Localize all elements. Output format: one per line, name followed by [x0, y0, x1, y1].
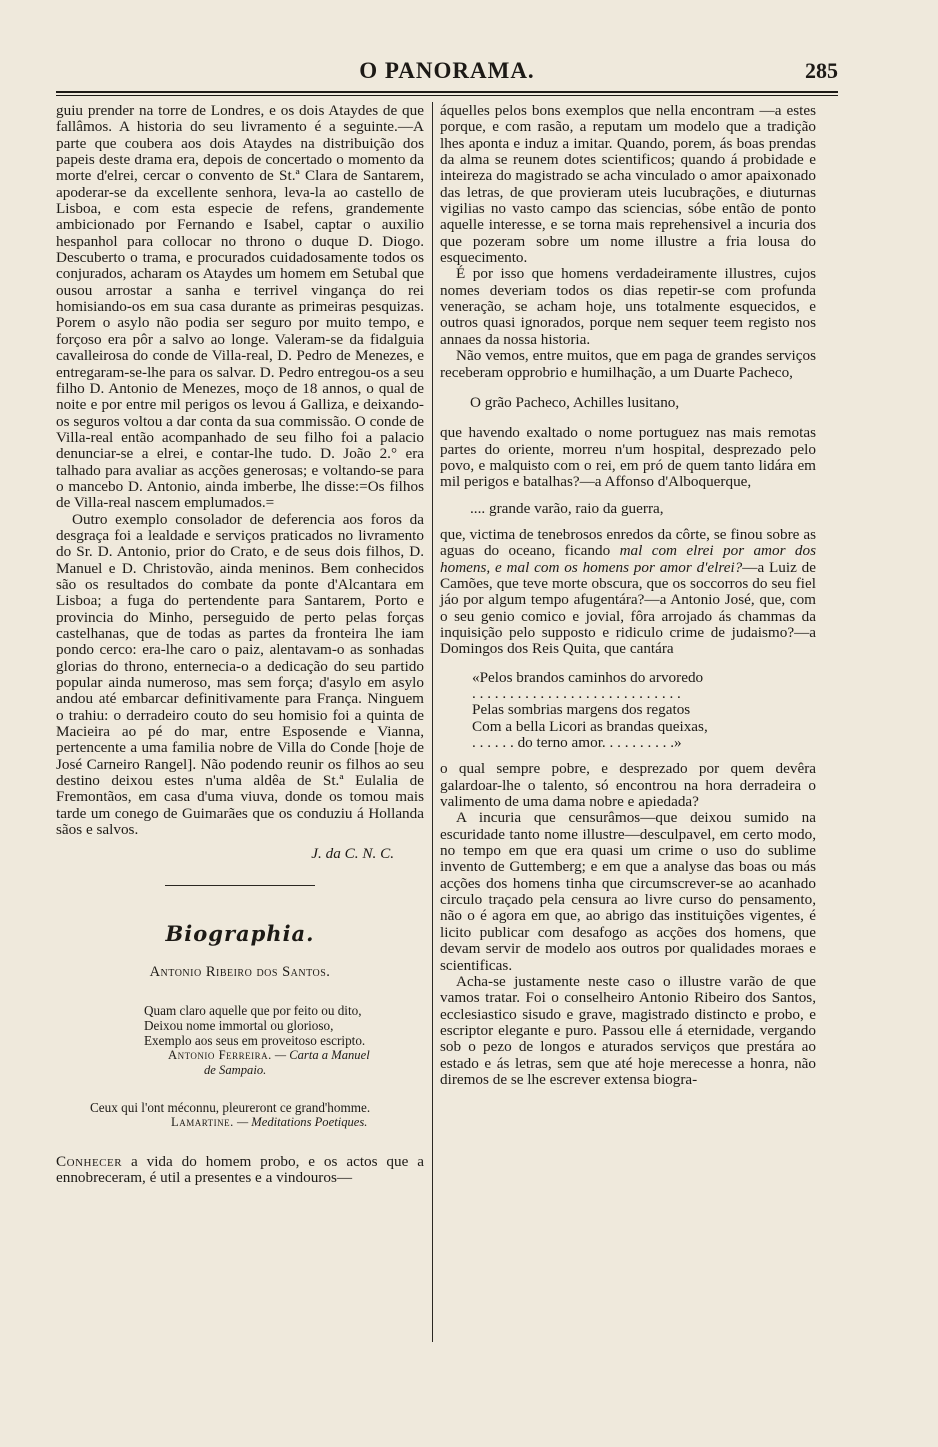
poem-line: Com a bella Licori as brandas queixas, — [472, 717, 708, 735]
verse-quote: .... grande varão, raio da guerra, — [470, 499, 664, 517]
right-column — [440, 103, 816, 1088]
verse-quote: O grão Pacheco, Achilles lusitano, — [470, 393, 680, 411]
article-signature: J. da C. N. C. — [311, 845, 394, 863]
section-divider — [165, 885, 315, 886]
paragraph: que havendo exaltado o nome portuguez nas mais remotas partes do oriente, morreu n'um hospital, desprezado pelo povo, e malquisto com o rei, em pró de quem tanto lidára em mil perigos e batalhas?—a Affonso d'Alboquerque, — [440, 424, 816, 491]
column-divider — [432, 102, 433, 1342]
epigraph-author: Antonio Ferreira. — [168, 1047, 272, 1062]
poem-line: . . . . . . do terno amor. . . . . . . . . .» — [472, 734, 682, 752]
epigraph-work-cont: de Sampaio. — [204, 1062, 267, 1077]
header-rule-thin — [56, 95, 838, 96]
section-title: Biographia. — [165, 920, 315, 946]
paragraph: o qual sempre pobre, e desprezado por quem devêra galardoar-lhe o talento, só encontrou na hora derradeira o valimento de uma dama nobre e apiedada? — [440, 760, 816, 811]
italic-quote: mal com elrei por amor dos homens, e mal com os homens por amor d'elrei? — [440, 542, 816, 576]
masthead-title: O PANORAMA. — [359, 58, 535, 83]
epigraph-line: Ceux qui l'ont méconnu, pleureront ce grand'homme. — [90, 1099, 371, 1115]
paragraph — [440, 527, 816, 658]
epigraph-line: Deixou nome immortal ou glorioso, — [144, 1017, 334, 1033]
text-run: —a Luiz de Camões, que teve morte obscura, que os soccorros do seu fiel jáo por algum tempo afugentára?—a Antonio José, que, com o seu genio comico e jovial, fôra arrojado ás chammas da inquisição pelo supposto e ridiculo crime de judaismo?—a Domingos dos Reis Quita, que cantára — [440, 558, 816, 658]
epigraph-work: — Meditations Poetiques. — [236, 1114, 368, 1129]
epigraph-attribution — [168, 1048, 424, 1063]
page-number: 285 — [805, 58, 838, 83]
page-header — [56, 52, 838, 92]
poem-line: . . . . . . . . . . . . . . . . . . . . . . . . . . . . — [472, 685, 681, 702]
paragraph: Acha-se justamente neste caso o illustre varão de que vamos tratar. Foi o conselheiro Antonio Ribeiro dos Santos, ecclesiastico sisudo e grave, magistrado distincto e probo, e escriptor elegante e puro. Passou elle á eternidade, vergando sob o pezo de longos e aturados serviços que prestára ao estado e ás letras, sem que até hoje merecesse a honra, não diremos de se lhe escrever extensa biogra- — [440, 972, 816, 1088]
epigraph-author: Lamartine. — [171, 1114, 234, 1129]
left-column — [56, 103, 424, 1186]
biography-opening — [56, 1154, 424, 1187]
poem-line: Pelas sombrias margens dos regatos — [472, 701, 691, 719]
text-run: que, victima de tenebrosos enredos da côrte, se finou sobre as aguas do oceano, ficando — [440, 525, 816, 560]
poem-line: «Pelos brandos caminhos do arvoredo — [472, 668, 704, 686]
epigraph-line: Exemplo aos seus em proveitoso escripto. — [144, 1032, 366, 1048]
epigraph-french — [56, 1100, 424, 1130]
opening-word: Conhecer — [56, 1152, 123, 1170]
paragraph: É por isso que homens verdadeiramente illustres, cujos nomes deveriam todos os dias repetir-se com profunda veneração, se acham hoje, uns totalmente esquecidos, e outros quasi ignorados, porque nem sequer teem registo nos annaes da nossa historia. — [440, 265, 816, 348]
paragraph: A incuria que censurâmos—que deixou sumido na escuridade tanto nome illustre—desculpavel, em certo modo, no tempo em que era quasi um crime o uso do sublime invento de Guttemberg; e em que a analyse das boas ou más acções dos homens tinha que circumscrever-se ao acanhado circulo traçado pela censura ao livre curso do pensamento, não o é agora em que, ao abrigo das instituições vigentes, é licito publicar com desafogo as acções dos homens, que devam servir de modelo aos outros por qualidades moraes e scientificas. — [440, 809, 816, 974]
epigraph-work: — Carta a Manuel — [274, 1047, 370, 1062]
paragraph: Outro exemplo consolador de deferencia aos foros da desgraça foi a lealdade e serviços praticados no livramento do Sr. D. Antonio, prior do Crato, e de seus dois filhos, D. Manuel e D. Christovão, ainda meninos. Bem conhecidos são os resultados do combate da ponte d'Alcantara em Lisboa; a fuga do pertendente para Santarem, Porto e provincia do Minho, perseguido de perto pelas forças castelhanas, que de todas as partes da fronteira lhe iam pondo cerco: era-lhe caro o paiz, alentavam-o as sonhadas glorias do throno, enternecia-o a dedicação do seu partido popular ainda numeroso, mas sem força; d'asylo em asylo andou até embarcar definitivamente para França. Ninguem o trahiu: o derradeiro couto do seu homisio foi a quinta de Macieira ao pé do mar, entre Esposende e Vianna, pertencente a uma familia nobre de Villa do Conde [hoje de José Carneiro Rangel]. Não podendo reunir os filhos ao seu destino deixou estes n'uma aldêa de St.ª Eulalia de Fremontãos, em casa d'uma viuva, donde os tomou mais tarde um conego de Guimarães que os conduziu á Hollanda sãos e salvos. — [56, 510, 424, 839]
paragraph: áquelles pelos bons exemplos que nella encontram —a estes porque, e com rasão, a reputam um modelo que a tradição lhes aponta e induz a imitar. Quando, porem, ás boas prendas da alma se reunem dotes scientificos; quando á probidade e inteireza do magistrado se acha vinculado o amor apaixonado das letras, de que provieram uteis lucubrações, e diuturnas vigilias no vasto campo das sciencias, sóbe então de ponto aquelle interesse, e se torna mais reprehensivel a incuria dos que pozeram sobre um nome illustre a fria lousa do esquecimento. — [440, 102, 816, 267]
opening-text: a vida do homem probo, e os actos que a ennobreceram, é util a presentes e a vindouros— — [56, 1152, 424, 1186]
header-rule — [56, 91, 838, 93]
epigraph-portuguese — [56, 1003, 424, 1078]
epigraph-attribution — [171, 1115, 424, 1130]
biography-subject-name: Antonio Ribeiro dos Santos. — [149, 964, 331, 981]
poem-quote — [472, 670, 816, 752]
paragraph: Não vemos, entre muitos, que em paga de grandes serviços receberam opprobrio e humilhação, a um Duarte Pacheco, — [440, 347, 816, 381]
epigraph-line: Quam claro aquelle que por feito ou dito, — [144, 1002, 362, 1018]
paragraph: guiu prender na torre de Londres, e os dois Ataydes de que fallâmos. A historia do seu livramento é a seguinte.—A parte que coubera aos dois Ataydes na distribuição dos papeis deste drama era, depois de concertado o momento da morte d'elrei, cercar o convento de St.ª Clara de Santarem, apoderar-se da excellente senhora, leva-la ao castello de Lisboa, e com esta especie de refens, grandemente ambicionado por Fernando e Isabel, captar o auxilio hespanhol para collocar no throno o duque D. Diogo. Descuberto o trama, e procurados cuidadosamente todos os conjurados, acharam os Ataydes um homem em Setubal que ousou arrostar a sanha e terrivel vingança do rei homisiando-os em sua casa durante as primeiras pesquizas. Porem o asylo não podia ser seguro por muito tempo, e forçoso era pôr a salvo ao longe. Valeram-se da fidalguia cavalleirosa do conde de Villa-real, D. Pedro de Menezes, e entregaram-se-lhe para os salvar. D. Pedro entregou-os a seu filho D. Antonio de Menezes, moço de 18 annos, o qual de noite e por entre mil perigos os levou á Galliza, e deixando-os seguros voltou a dar conta da sua commissão. O conde de Villa-real então acompanhado de seu filho foi a palacio denunciar-se a elrei, e contar-lhe tudo. D. João 2.° era talhado para avaliar as acções generosas; e voltando-se para o mancebo D. Antonio, ainda imberbe, lhe disse:=Os filhos de Villa-real nascem emplumados.= — [56, 102, 424, 512]
